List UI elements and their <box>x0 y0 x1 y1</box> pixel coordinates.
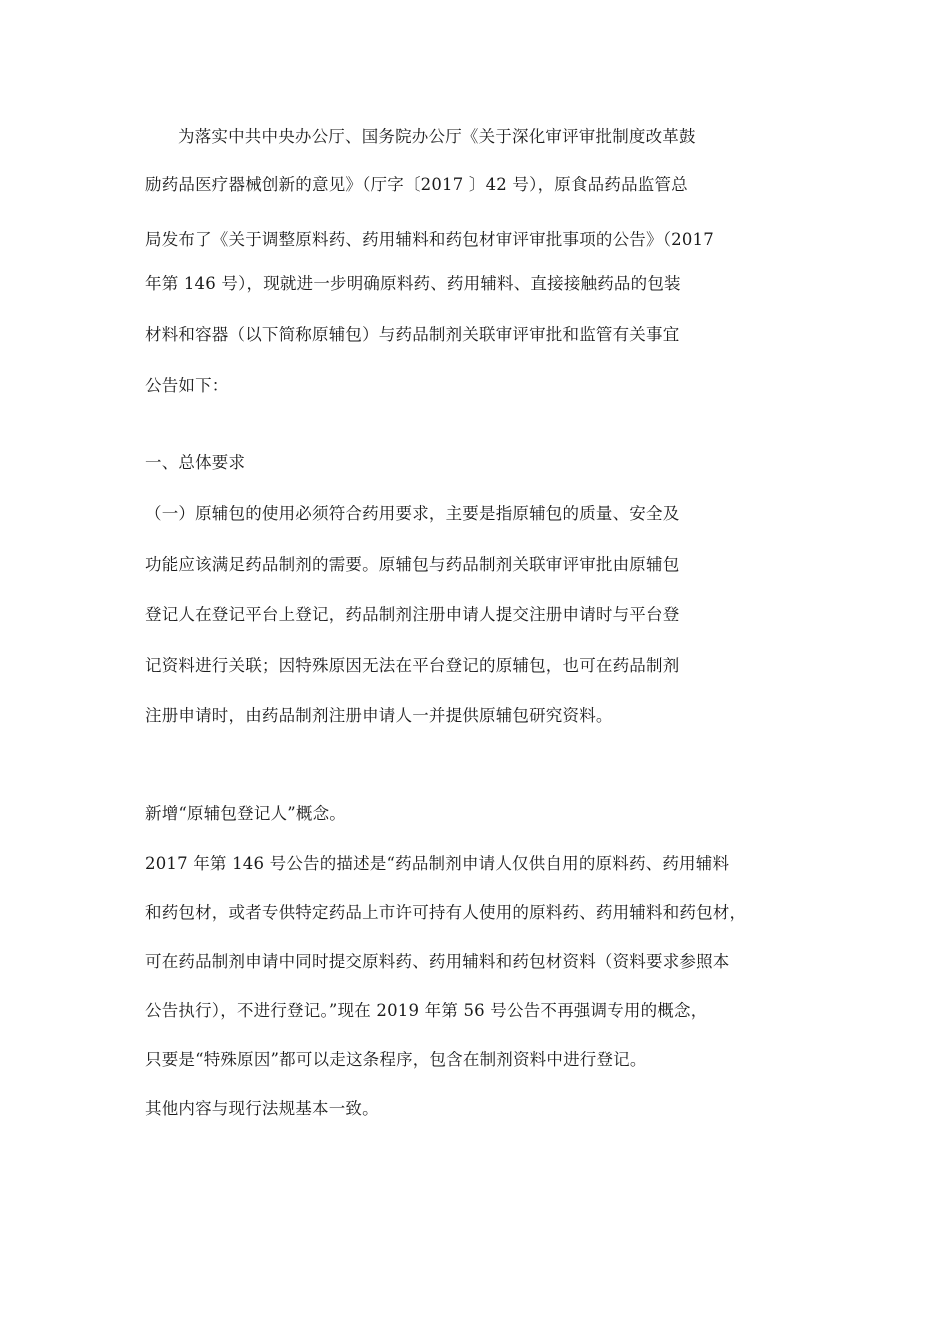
paragraph-3-line-3: 可在药品制剂申请中同时提交原料药、药用辅料和药包材资料（资料要求参照本 <box>145 952 730 971</box>
paragraph-3-line-2: 和药包材，或者专供特定药品上市许可持有人使用的原料药、药用辅料和药包材， <box>145 903 747 922</box>
paragraph-1-line-4: 年第 146 号），现就进一步明确原料药、药用辅料、直接接触药品的包装 <box>145 274 681 293</box>
paragraph-1-line-3: 局发布了《关于调整原料药、药用辅料和药包材审评审批事项的公告》（2017 <box>145 230 714 249</box>
paragraph-2-line-2: 功能应该满足药品制剂的需要。原辅包与药品制剂关联审评审批由原辅包 <box>145 555 680 574</box>
note-1: 新增“原辅包登记人”概念。 <box>145 804 346 823</box>
paragraph-2-line-4: 记资料进行关联；因特殊原因无法在平台登记的原辅包，也可在药品制剂 <box>145 656 680 675</box>
section-heading: 一、总体要求 <box>145 453 246 472</box>
paragraph-1-line-6: 公告如下： <box>145 376 229 395</box>
paragraph-3-line-4: 公告执行），不进行登记。”现在 2019 年第 56 号公告不再强调专用的概念， <box>145 1001 708 1020</box>
paragraph-1-line-5: 材料和容器（以下简称原辅包）与药品制剂关联审评审批和监管有关事宜 <box>145 325 680 344</box>
paragraph-1-line-2: 励药品医疗器械创新的意见》（厅字〔2017 〕42 号），原食品药品监管总 <box>145 175 688 194</box>
paragraph-2-line-3: 登记人在登记平台上登记，药品制剂注册申请人提交注册申请时与平台登 <box>145 605 680 624</box>
paragraph-1-line-1: 为落实中共中央办公厅、国务院办公厅《关于深化审评审批制度改革鼓 <box>178 127 696 146</box>
paragraph-3-line-5: 只要是“特殊原因”都可以走这条程序，包含在制剂资料中进行登记。 <box>145 1050 647 1069</box>
note-2: 其他内容与现行法规基本一致。 <box>145 1099 379 1118</box>
paragraph-3-line-1: 2017 年第 146 号公告的描述是“药品制剂申请人仅供自用的原料药、药用辅料 <box>145 854 730 873</box>
paragraph-2-line-1: （一）原辅包的使用必须符合药用要求，主要是指原辅包的质量、安全及 <box>145 504 680 523</box>
paragraph-2-line-5: 注册申请时，由药品制剂注册申请人一并提供原辅包研究资料。 <box>145 706 613 725</box>
